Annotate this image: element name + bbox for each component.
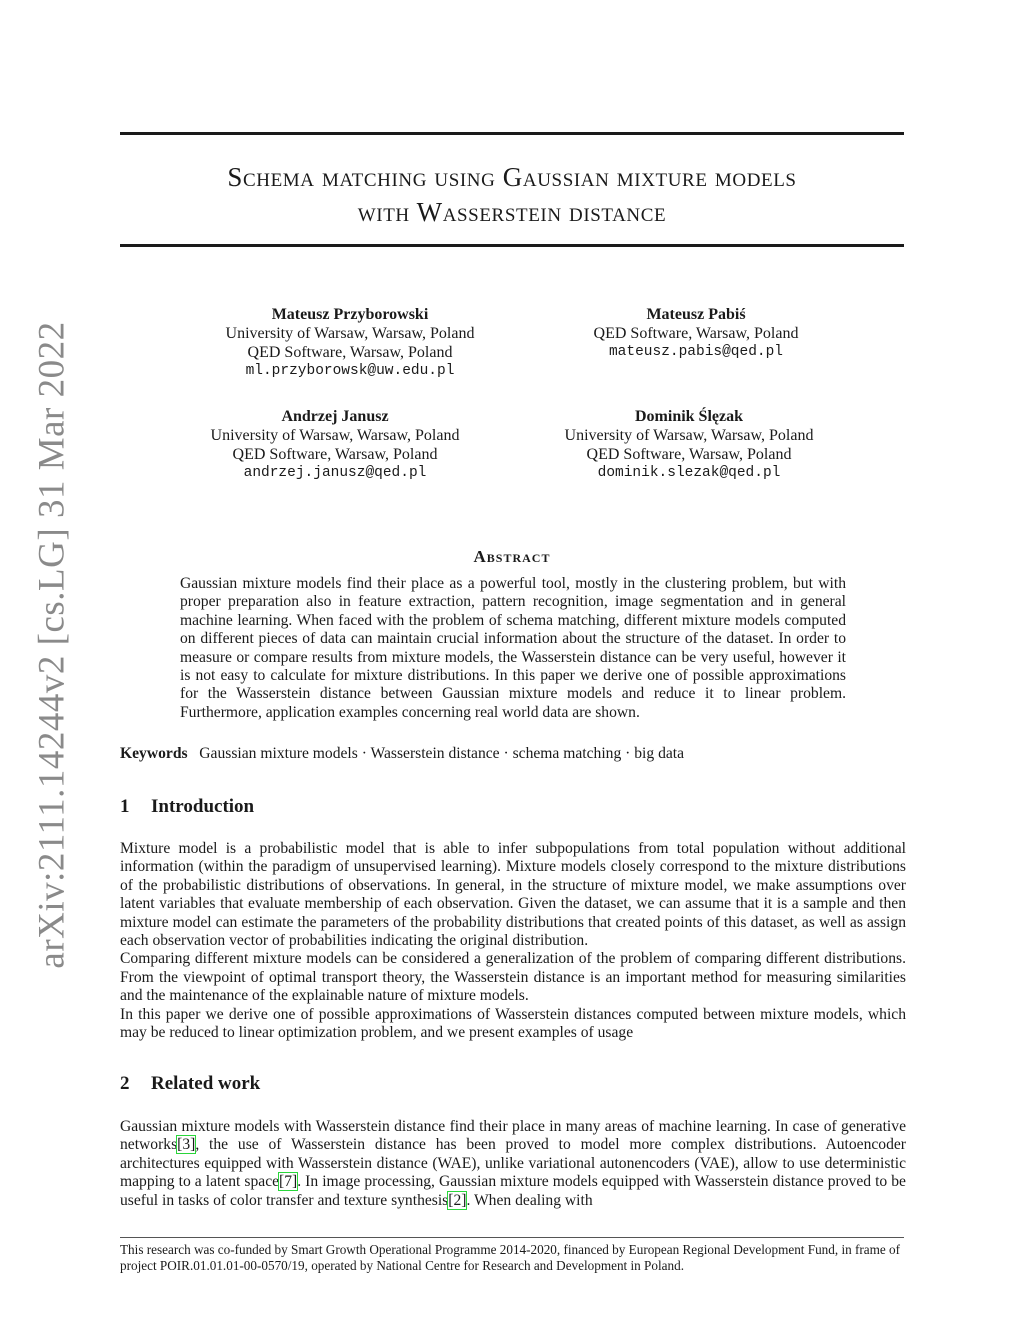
text-segment: . In image processing, Gaussian mixture models equipped with Wasserstein distance proved to be useful in tasks of color transfer and texture synthesis bbox=[120, 1173, 906, 1209]
title-top-rule bbox=[120, 132, 904, 135]
related-work-body bbox=[120, 1118, 906, 1210]
author-name: Dominik Ślęzak bbox=[634, 408, 743, 425]
section-number: 1 bbox=[120, 796, 130, 817]
author-affiliation: QED Software, Warsaw, Poland bbox=[247, 344, 453, 361]
introduction-body bbox=[120, 840, 906, 1042]
author-name: Mateusz Pabiś bbox=[646, 306, 746, 323]
author-affiliation: QED Software, Warsaw, Poland bbox=[593, 325, 799, 342]
author-affiliation: University of Warsaw, Warsaw, Poland bbox=[210, 427, 460, 444]
author-email[interactable]: dominik.slezak@qed.pl bbox=[597, 465, 781, 481]
title-line-2: with Wasserstein distance bbox=[357, 197, 667, 227]
citation-link[interactable]: [3] bbox=[177, 1136, 196, 1154]
section-heading-related-work bbox=[120, 1073, 260, 1095]
section-number: 2 bbox=[120, 1073, 130, 1094]
title-line-1: Schema matching using Gaussian mixture models bbox=[227, 162, 797, 192]
text-segment: . When dealing with bbox=[466, 1191, 593, 1209]
author-affiliation: QED Software, Warsaw, Poland bbox=[586, 446, 792, 463]
paragraph bbox=[120, 1118, 906, 1210]
citation-link[interactable]: [7] bbox=[279, 1173, 298, 1191]
citation-link[interactable]: [2] bbox=[448, 1191, 467, 1209]
author-block-janusz bbox=[185, 407, 485, 483]
footnote-rule bbox=[120, 1237, 904, 1238]
author-email[interactable]: andrzej.janusz@qed.pl bbox=[243, 465, 427, 481]
paragraph: Mixture model is a probabilistic model that is able to infer subpopulations from total population without additional information (within the paradigm of unsupervised learning). Mixture models closely correspond to the mixture distributions of the probabilistic distributions of observations. In general, in the structure of mixture model, we make assumptions over latent variables that evaluate membership of each observation. Given the dataset, we can assume that it is a sample and then mixture model can estimate the parameters of the probability distributions that created points of this dataset, as well as assign each observation vector of probabilities indicating the original distribution. bbox=[120, 840, 906, 950]
footnote: This research was co-funded by Smart Growth Operational Programme 2014-2020, financed by European Regional Development Fund, in frame of project POIR.01.01.01-00-0570/19, operated by National Centre for Research and Development in Poland. bbox=[120, 1242, 901, 1273]
abstract-text: Gaussian mixture models find their place as a powerful tool, mostly in the clustering problem, but with proper preparation also in feature extraction, pattern recognition, image segmentation and in general machine learning. When faced with the problem of schema matching, different mixture models computed on different pieces of data can maintain crucial information about the structure of the dataset. In order to measure or compare results from mixture models, the Wasserstein distance can be very useful, however it is not easy to calculate for mixture distributions. In this paper we derive one of possible approximations for the Wasserstein distance between Gaussian mixture models and reduce it to linear problem. Furthermore, application examples concerning real world data are shown. bbox=[180, 575, 846, 721]
paragraph: Comparing different mixture models can be considered a generalization of the problem of comparing different distributions. From the viewpoint of optimal transport theory, the Wasserstein distance is an important method for measuring similarities and the maintenance of the explainable nature of mixture models. bbox=[120, 950, 906, 1005]
author-affiliation: University of Warsaw, Warsaw, Poland bbox=[564, 427, 814, 444]
author-email[interactable]: ml.przyborowsk@uw.edu.pl bbox=[245, 363, 455, 379]
keywords-label: Keywords bbox=[120, 745, 188, 762]
author-block-slezak bbox=[539, 407, 839, 483]
section-title: Related work bbox=[151, 1073, 261, 1094]
text-segment: , the use of Wasserstein distance has been proved to model more complex distributions. Autoencoder architectures equipped with Wasserstein distance (WAE), unlike variational autonencoders (VAE), allow to use deterministic mapping to a latent space bbox=[120, 1136, 906, 1191]
section-heading-introduction bbox=[120, 796, 254, 818]
paper-title bbox=[120, 160, 904, 230]
arxiv-side-stamp: arXiv:2111.14244v2 [cs.LG] 31 Mar 2022 bbox=[31, 321, 73, 969]
keywords-line bbox=[120, 745, 684, 763]
author-affiliation: University of Warsaw, Warsaw, Poland bbox=[225, 325, 475, 342]
author-block-pabis bbox=[546, 305, 846, 362]
author-name: Andrzej Janusz bbox=[281, 408, 389, 425]
paragraph: In this paper we derive one of possible approximations of Wasserstein distances computed between mixture models, which may be reduced to linear optimization problem, and we present examples of usage bbox=[120, 1005, 906, 1042]
author-affiliation: QED Software, Warsaw, Poland bbox=[232, 446, 438, 463]
text-segment: Gaussian mixture models with Wasserstein distance find their place in many areas of machine learning. In case of generative networks bbox=[120, 1118, 906, 1154]
title-bottom-rule bbox=[120, 244, 904, 247]
abstract-heading: Abstract bbox=[473, 547, 551, 566]
keywords-text: Gaussian mixture models · Wasserstein distance · schema matching · big data bbox=[199, 745, 685, 762]
author-email[interactable]: mateusz.pabis@qed.pl bbox=[608, 344, 784, 360]
author-name: Mateusz Przyborowski bbox=[271, 306, 429, 323]
author-block-przyborowski bbox=[200, 305, 500, 381]
section-title: Introduction bbox=[151, 796, 255, 817]
